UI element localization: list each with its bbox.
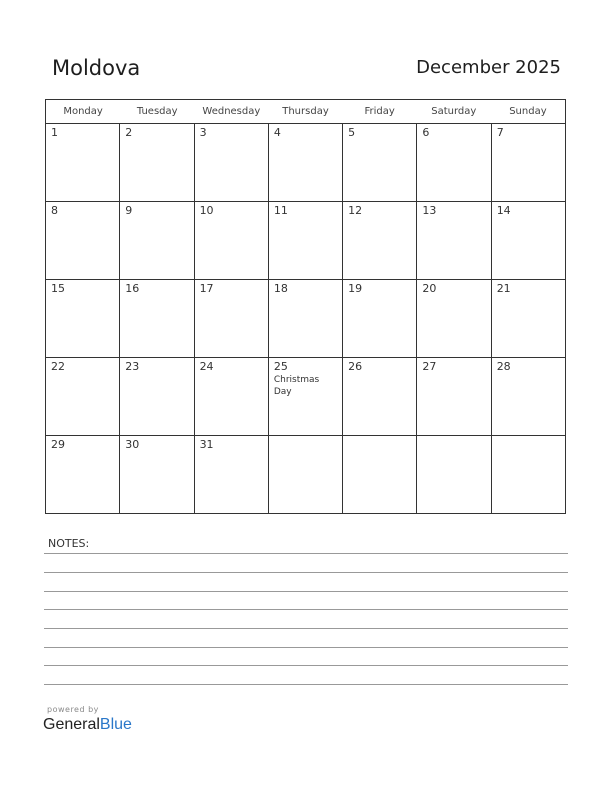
day-number: 26 [348,360,363,373]
weekday-saturday: Saturday [431,106,477,117]
note-line [44,628,568,629]
day-cell [343,358,417,435]
day-cell [195,202,269,279]
day-number: 25 [273,360,288,373]
day-number: 6 [422,126,430,139]
note-line [44,665,568,666]
day-cell [492,124,565,201]
weeks-container [46,124,565,513]
day-number: 1 [51,126,58,139]
day-cell [417,202,491,279]
day-number: 23 [125,360,140,373]
week-row [46,202,565,280]
day-number: 22 [51,360,65,373]
note-line [44,591,568,592]
day-cell [343,280,417,357]
day-cell [269,358,343,435]
country-title: Moldova [52,56,141,80]
day-number: 30 [125,438,140,451]
week-row [46,124,565,202]
day-number: 20 [422,282,437,295]
day-cell [120,124,194,201]
day-cell [120,436,194,513]
day-cell [417,358,491,435]
day-cell [120,358,194,435]
day-cell [343,436,417,513]
day-cell [492,436,565,513]
day-cell [492,202,565,279]
weekday-wednesday: Wednesday [202,106,261,117]
day-cell [46,358,120,435]
day-cell [269,202,343,279]
holiday-label: Christmas Day [273,375,320,397]
day-cell [195,436,269,513]
day-cell [269,124,343,201]
note-line [44,553,568,554]
weekday-thursday: Thursday [282,106,329,117]
note-line [44,684,568,685]
day-number: 2 [125,126,133,139]
logo-part-blue: Blue [99,716,132,733]
calendar-grid [45,99,566,514]
day-number: 31 [199,438,214,451]
day-number: 29 [51,438,65,451]
note-line [44,647,568,648]
day-number: 7 [496,126,504,139]
day-cell [417,280,491,357]
day-number: 4 [273,126,281,139]
day-cell [120,280,194,357]
day-number: 9 [125,204,133,217]
day-cell [343,124,417,201]
notes-label: NOTES: [48,537,90,550]
day-cell [195,358,269,435]
weekday-sunday: Sunday [509,106,547,117]
day-cell [417,436,491,513]
logo-part-general: General [43,716,100,733]
day-cell [46,202,120,279]
day-number: 3 [199,126,207,139]
day-number: 14 [496,204,511,217]
day-cell [269,436,343,513]
day-number: 11 [273,204,288,217]
day-number: 10 [199,204,214,217]
day-number: 18 [273,282,288,295]
day-number: 16 [125,282,140,295]
day-number: 21 [496,282,511,295]
day-number: 12 [348,204,363,217]
day-cell [46,124,120,201]
day-cell [492,358,565,435]
day-number: 8 [51,204,58,217]
day-cell [417,124,491,201]
powered-by-text: powered by [47,705,99,714]
day-number: 24 [199,360,214,373]
weekday-monday: Monday [63,106,103,117]
day-cell [195,280,269,357]
day-number: 28 [496,360,511,373]
day-number: 15 [51,282,65,295]
generalblue-logo [43,716,132,734]
week-row [46,436,565,513]
day-number: 13 [422,204,437,217]
day-cell [195,124,269,201]
day-cell [269,280,343,357]
day-cell [343,202,417,279]
note-line [44,572,568,573]
note-line [44,609,568,610]
day-number: 17 [199,282,214,295]
day-cell [46,280,120,357]
day-cell [492,280,565,357]
day-number: 19 [348,282,363,295]
day-number: 5 [348,126,356,139]
day-cell [46,436,120,513]
day-number: 27 [422,360,437,373]
month-title: December 2025 [416,57,561,78]
week-row [46,358,565,436]
week-row [46,280,565,358]
weekday-friday: Friday [364,106,395,117]
weekday-header-row [46,100,565,124]
weekday-tuesday: Tuesday [136,106,178,117]
day-cell [120,202,194,279]
